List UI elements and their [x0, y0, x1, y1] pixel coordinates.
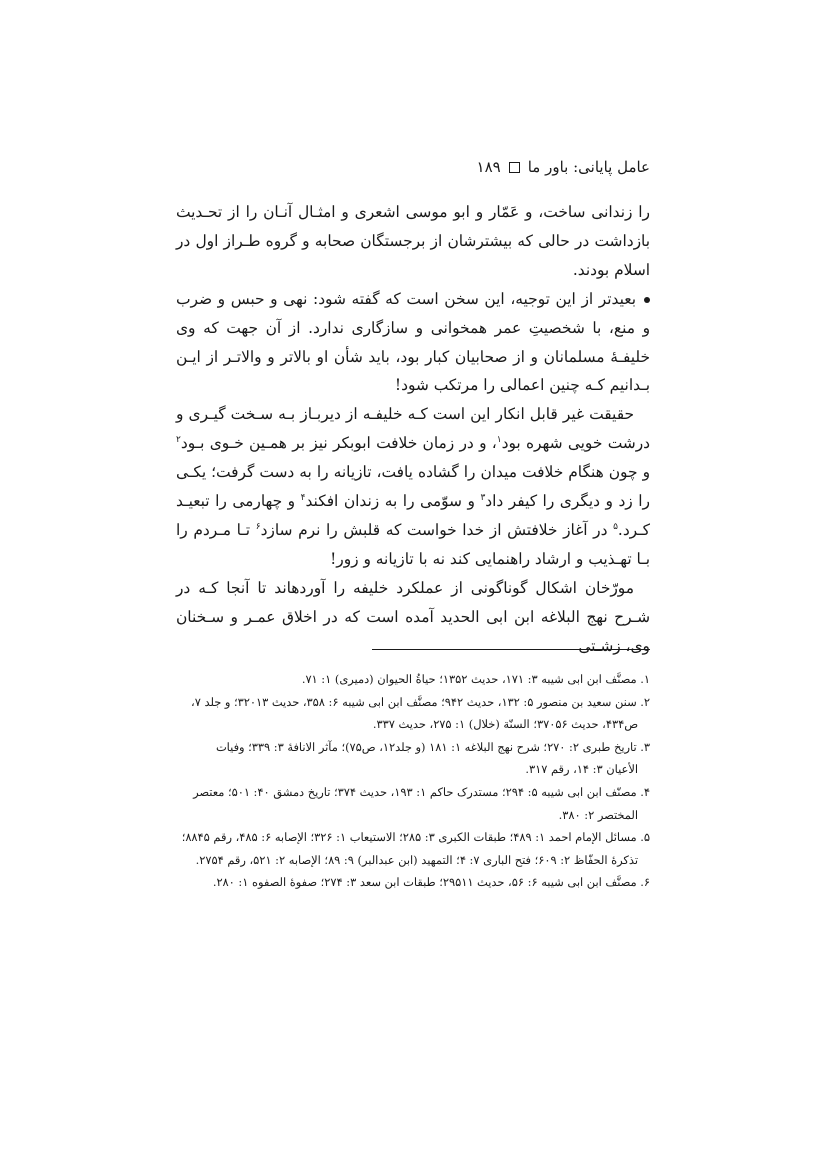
footnote-ref-5[interactable]: ۵ — [613, 521, 618, 532]
running-header — [477, 158, 650, 176]
square-ornament-icon — [509, 162, 520, 173]
paragraph-3-segment: و سوّمی را به زندان افکند — [305, 492, 481, 511]
footnote-ref-1[interactable]: ۱ — [496, 435, 502, 446]
footnote-1 — [176, 668, 650, 691]
footnote-3 — [176, 736, 650, 781]
footnote-divider — [372, 649, 650, 650]
footnote-ref-3[interactable]: ۳ — [480, 492, 486, 503]
footnote-ref-6[interactable]: ۶ — [255, 521, 261, 532]
footnote-6 — [176, 871, 650, 894]
paragraph-2-text: بعیدتر از این توجیه، این سخن است که گفته شود: نهی و حبس و ضرب و منع، با شخصیتِ عمر همخوانی و سازگاری ندارد. از آن جهت که وی خلیفـهٔ مسلمانان و از صحابیان کبار بود، باید شأن او بالاتر و والاتـر از ایـن بـدانیم کـه چنین اعمالی را مرتکب شود! — [176, 289, 650, 395]
footnote-line: ۱. مصنَّف ابن ابی شیبه ۳: ۱۷۱، حدیث ۱۳۵۲؛ حیاةُ الحیوان (دمیری) ۱: ۷۱. — [301, 672, 650, 686]
footnote-line: ۴. مصنّف ابن ابی شیبه ۵: ۲۹۴؛ مستدرک حاکم ۱: ۱۹۳، حدیث ۳۷۴؛ تاریخ دمشق ۴۰: ۵۰۱؛ معتصر — [193, 784, 650, 799]
paragraph-1: را زندانی ساخت، و عَمّار و ابو موسی اشعری و امثـال آنـان را از تحـدیث بازداشت در حالی که بیشترشان از برجستگان صحابه و گروه طـراز اول در اسلام بودند. — [176, 203, 650, 279]
bullet-icon — [644, 297, 650, 303]
footnote-line: ۶. مصنَّف ابن ابی شیبه ۶: ۵۶، حدیث ۲۹۵۱۱؛ طبقات ابن سعد ۳: ۲۷۴؛ صفوهٔ الصفوه ۱: ۲۸۰. — [212, 875, 650, 890]
page-number: ۱۸۹ — [476, 158, 501, 176]
header-title: عامل پایانی: باور ما — [527, 158, 650, 176]
footnote-line: ۵. مسائل الإمام احمد ۱: ۴۸۹؛ طبقات الکبری ۳: ۲۸۵؛ الاستیعاب ۱: ۳۲۶؛ الإصابه ۶: ۴۸۵، رقم ۸۸۴۵؛ — [181, 830, 650, 845]
paragraph-2 — [176, 285, 650, 401]
footnote-ref-4[interactable]: ۴ — [300, 492, 306, 503]
footnote-line-continued: الأعیان ۳: ۱۴، رقم ۳۱۷. — [525, 762, 638, 777]
footnote-line-continued: ص۴۳۴، حدیث ۳۷۰۵۶؛ السنّة (خلال) ۱: ۲۷۵، حدیث ۳۳۷. — [372, 717, 638, 732]
footnote-line: ۳. تاریخ طبری ۲: ۲۷۰؛ شرح نهج البلاغه ۱: ۱۸۱ (و جلد۱۲، ص۷۵)؛ مآثر الانافهٔ ۳: ۳۳۹؛ وفیات — [215, 739, 650, 754]
paragraph-3-segment: ، و در زمان خلافت ابوبکر نیز بر همـین خـوی بـود — [180, 434, 497, 453]
paragraph-3-segment: و چهارمی را تبعیـد کـرد. — [176, 492, 650, 539]
main-text — [176, 198, 650, 661]
paragraph-3 — [176, 400, 650, 573]
footnote-ref-2[interactable]: ۲ — [176, 435, 181, 446]
paragraph-3-segment: تـا مـردم را بـا تهـذیب و ارشاد راهنمایی کند نه با تازیانه و زور! — [176, 520, 650, 568]
paragraph-3-segment: در آغاز خلافتش از خدا خواست که قلبش را نرم سازد — [260, 520, 614, 539]
footnote-5 — [176, 826, 650, 871]
footnotes — [176, 668, 650, 894]
paragraph-3-segment: حقیقت غیر قابل انکار این است کـه خلیفـه از دیربـاز بـه سـخت گیـری و درشت خویی شهره بود — [176, 405, 650, 453]
paragraph-4: مورّخان اشکال گوناگونی از عملکرد خلیفه را آوردهاند تا آنجا کـه در شـرح نهج البلاغه ابن ابی الحدید آمده است که در اخلاق عمـر و سـخنان وی، زشـتی — [176, 578, 650, 655]
footnote-line-continued: تذکرهٔ الحفّاظ ۲: ۶۰۹؛ فتح الباری ۷: ۴؛ التمهید (ابن عبدالبر) ۹: ۸۹؛ الإصابه ۲: ۵۲۱، رقم ۲۷۵۴. — [195, 852, 638, 867]
footnote-2 — [176, 691, 650, 736]
footnote-line-continued: المختصر ۲: ۳۸۰. — [558, 807, 638, 822]
footnote-4 — [176, 781, 650, 826]
paragraph-3-segment: و چون هنگام خلافت میدان را گشاده یافت، تازیانه را به دست گرفت؛ یکـی را زد و دیگری را کیفر داد — [176, 463, 650, 511]
footnote-line: ۲. سنن سعید بن منصور ۵: ۱۳۲، حدیث ۹۴۲؛ مصنَّف ابن ابی شیبه ۶: ۳۵۸، حدیث ۳۲۰۱۳؛ و جلد ۷، — [191, 694, 650, 709]
